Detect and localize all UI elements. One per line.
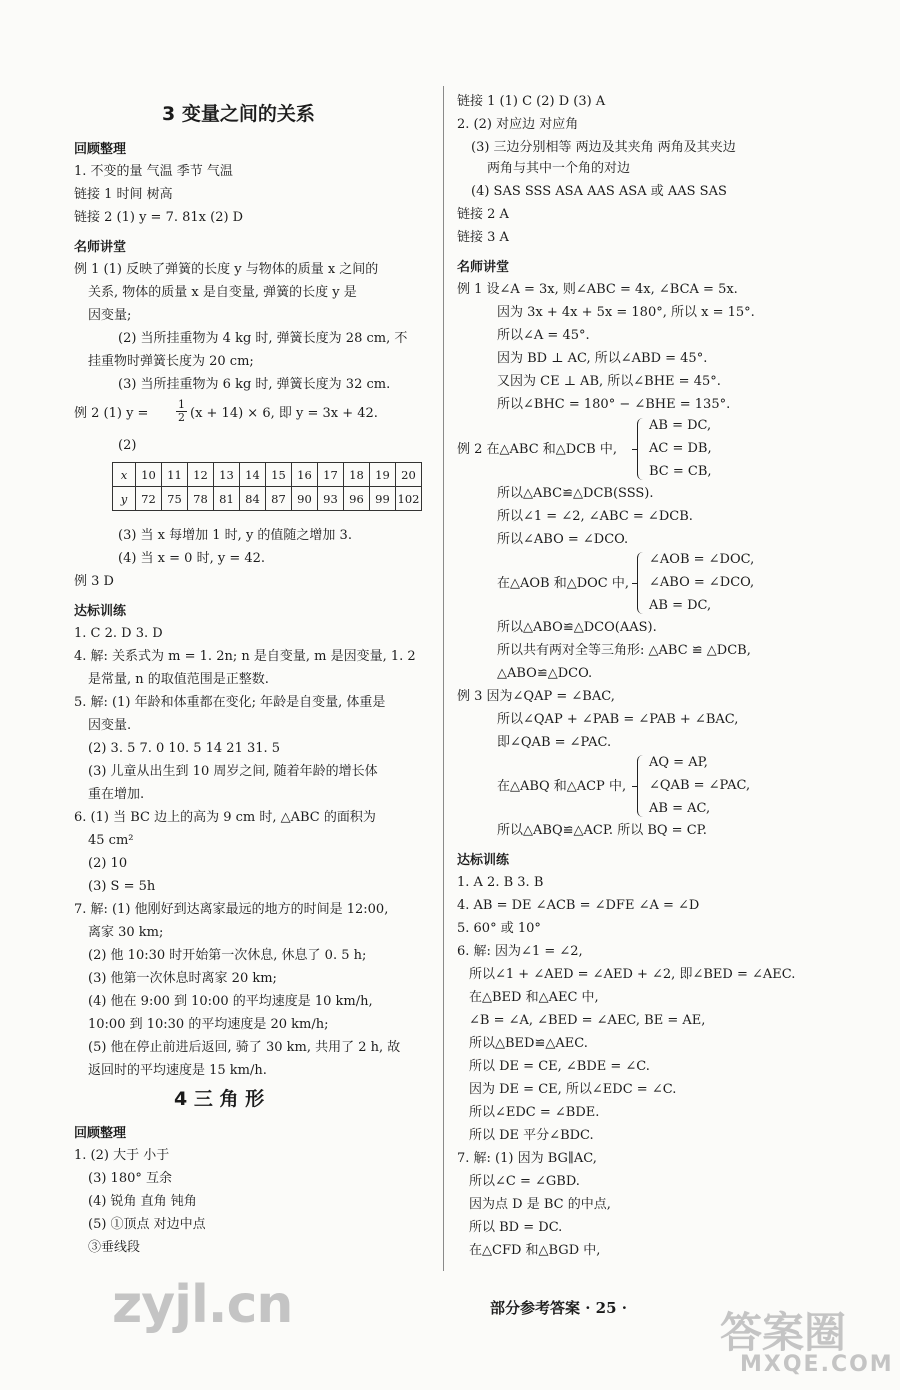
answer-line: (3) 他第一次休息时离家 20 km; (88, 971, 277, 986)
answer-line: (2) 10 (88, 856, 128, 871)
answer-line: (3) S = 5h (88, 879, 156, 894)
example-line: (2) 当所挂重物为 4 kg 时, 弹簧长度为 28 cm, 不 (118, 331, 408, 346)
example-line: 例 2 (1) y = (74, 406, 149, 421)
table-cell: 17 (318, 463, 344, 487)
example-line: 所以∠1 = ∠2, ∠ABC = ∠DCB. (497, 509, 693, 524)
answer-line: 2. (2) 对应边 对应角 (457, 117, 579, 132)
condition-line: ∠AOB = ∠DOC, (649, 552, 755, 567)
table-cell: 75 (162, 487, 188, 511)
example-line: 例 1 (1) 反映了弹簧的长度 y 与物体的质量 x 之间的 (74, 262, 379, 277)
answer-line: 重在增加. (88, 787, 145, 802)
answer-line: 6. 解: 因为∠1 = ∠2, (457, 944, 583, 959)
example-line: 例 2 在△ABC 和△DCB 中, (457, 442, 617, 457)
table-cell: 81 (214, 487, 240, 511)
left-brace (637, 755, 644, 817)
table-row-x (113, 463, 422, 487)
answer-line: (3) 180° 互余 (88, 1171, 172, 1186)
answer-line: 所以∠C = ∠GBD. (469, 1174, 580, 1189)
example-line: 挂重物时弹簧长度为 20 cm; (88, 354, 254, 369)
example-line: 关系, 物体的质量 x 是自变量, 弹簧的长度 y 是 (88, 285, 357, 300)
answer-line: ∠B = ∠A, ∠BED = ∠AEC, BE = AE, (469, 1013, 706, 1028)
answer-line: 所以∠1 + ∠AED = ∠AED + ∠2, 即∠BED = ∠AEC. (469, 967, 796, 982)
example-line: 所以∠BHC = 180° − ∠BHE = 135°. (497, 397, 731, 412)
table-row-y (113, 487, 422, 511)
answer-line: 链接 3 A (457, 230, 509, 245)
table-cell: 14 (240, 463, 266, 487)
table-cell: 11 (162, 463, 188, 487)
example-line: 所以∠ABO = ∠DCO. (497, 532, 629, 547)
table-cell: 19 (370, 463, 396, 487)
answer-line: 在△BED 和△AEC 中, (469, 990, 599, 1005)
table-cell: 99 (370, 487, 396, 511)
answer-line: 因变量. (88, 718, 132, 733)
answer-line: 所以 BD = DC. (469, 1220, 563, 1235)
example-line: 例 3 D (74, 574, 114, 589)
table-cell: 72 (136, 487, 162, 511)
fraction-one-half (176, 399, 187, 424)
answer-line: (4) 锐角 直角 钝角 (88, 1194, 197, 1209)
table-cell: 90 (292, 487, 318, 511)
answer-line: 1. C 2. D 3. D (74, 626, 163, 641)
example-line: 所以共有两对全等三角形: △ABC ≌ △DCB, (497, 643, 751, 658)
answer-line: 所以∠EDC = ∠BDE. (469, 1105, 600, 1120)
heading-lecture: 名师讲堂 (74, 240, 127, 255)
example-line: 所以△ABC≌△DCB(SSS). (497, 486, 654, 501)
table-cell: 20 (396, 463, 422, 487)
answer-line: 4. 解: 关系式为 m = 1. 2n; n 是自变量, m 是因变量, 1. 2 (74, 649, 416, 664)
answer-line: 在△CFD 和△BGD 中, (469, 1243, 601, 1258)
example-line: (4) 当 x = 0 时, y = 42. (118, 551, 266, 566)
table-cell: 96 (344, 487, 370, 511)
condition-stack (649, 414, 712, 483)
example-line: 在△ABQ 和△ACP 中, (497, 779, 627, 794)
answer-line: 5. 60° 或 10° (457, 921, 541, 936)
section-title-triangle: 4 三 角 形 (174, 1088, 265, 1110)
answer-line: (4) 他在 9:00 到 10:00 的平均速度是 10 km/h, (88, 994, 373, 1009)
condition-stack (649, 548, 754, 617)
table-header-x: x (113, 463, 136, 487)
answer-line: (2) 他 10:30 时开始第一次休息, 休息了 0. 5 h; (88, 948, 367, 963)
answer-line: (3) 儿童从出生到 10 周岁之间, 随着年龄的增长体 (88, 764, 378, 779)
answer-line: 1. A 2. B 3. B (457, 875, 544, 890)
example-line: (3) 当 x 每增加 1 时, y 的值随之增加 3. (118, 528, 352, 543)
table-cell: 10 (136, 463, 162, 487)
table-cell: 16 (292, 463, 318, 487)
example-line: 因为 3x + 4x + 5x = 180°, 所以 x = 15°. (497, 305, 755, 320)
condition-line: ∠ABO = ∠DCO, (649, 575, 755, 590)
table-cell: 93 (318, 487, 344, 511)
answer-line: 4. AB = DE ∠ACB = ∠DFE ∠A = ∠D (457, 898, 700, 913)
answer-line: 链接 2 A (457, 207, 509, 222)
fraction-numerator: 1 (178, 398, 185, 411)
answer-line: 所以 DE 平分∠BDC. (469, 1128, 594, 1143)
example-line: (3) 当所挂重物为 6 kg 时, 弹簧长度为 32 cm. (118, 377, 391, 392)
example-line: 在△AOB 和△DOC 中, (497, 576, 630, 591)
answer-line: 7. 解: (1) 因为 BG∥AC, (457, 1151, 597, 1166)
answer-line: 链接 1 (1) C (2) D (3) A (457, 94, 606, 109)
answer-line: (4) SAS SSS ASA AAS ASA 或 AAS SAS (471, 184, 727, 199)
answer-line: 1. (2) 大于 小于 (74, 1148, 170, 1163)
heading-review: 回顾整理 (74, 142, 127, 157)
table-cell: 84 (240, 487, 266, 511)
table-cell: 102 (396, 487, 422, 511)
heading-lecture: 名师讲堂 (457, 260, 510, 275)
condition-line: AQ = AP, (649, 755, 708, 770)
heading-practice: 达标训练 (457, 853, 510, 868)
condition-stack (649, 751, 750, 820)
answer-line: 所以 DE = CE, ∠BDE = ∠C. (469, 1059, 650, 1074)
table-header-y: y (113, 487, 136, 511)
example-line: 即∠QAB = ∠PAC. (497, 735, 612, 750)
condition-line: AB = DC, (649, 418, 712, 433)
page-footer: 部分参考答案 · 25 · (490, 1299, 627, 1317)
answer-line: 两角与其中一个角的对边 (487, 161, 631, 176)
answer-line: (2) 3. 5 7. 0 10. 5 14 21 31. 5 (88, 741, 281, 756)
condition-line: AC = DB, (649, 441, 712, 456)
answer-line: 10:00 到 10:30 的平均速度是 20 km/h; (88, 1017, 329, 1032)
table-cell: 87 (266, 487, 292, 511)
table-cell: 78 (188, 487, 214, 511)
example-line: 所以∠A = 45°. (497, 328, 590, 343)
table-cell: 13 (214, 463, 240, 487)
answer-line: 5. 解: (1) 年龄和体重都在变化; 年龄是自变量, 体重是 (74, 695, 386, 710)
answer-line: ③垂线段 (88, 1240, 141, 1255)
answer-line: 离家 30 km; (88, 925, 164, 940)
left-brace (637, 418, 644, 480)
table-cell: 18 (344, 463, 370, 487)
answer-line: 6. (1) 当 BC 边上的高为 9 cm 时, △ABC 的面积为 (74, 810, 376, 825)
example-line: (2) (118, 438, 137, 453)
answer-line: 45 cm² (88, 833, 134, 848)
heading-practice: 达标训练 (74, 604, 127, 619)
column-divider (443, 86, 444, 1271)
example-line: △ABO≌△DCO. (497, 666, 593, 681)
example-line: 例 1 设∠A = 3x, 则∠ABC = 4x, ∠BCA = 5x. (457, 282, 738, 297)
watermark-logo: zyjl.cn (112, 1275, 293, 1335)
xy-value-table (112, 462, 422, 511)
answer-line: 返回时的平均速度是 15 km/h. (88, 1063, 267, 1078)
answer-line: 是常量, n 的取值范围是正整数. (88, 672, 269, 687)
example-line: 又因为 CE ⊥ AB, 所以∠BHE = 45°. (497, 374, 721, 389)
answer-line: 7. 解: (1) 他刚好到达离家最远的地方的时间是 12:00, (74, 902, 389, 917)
example-line: 所以△ABQ≌△ACP. 所以 BQ = CP. (497, 823, 707, 838)
answer-line: 因为点 D 是 BC 的中点, (469, 1197, 611, 1212)
left-brace (637, 552, 644, 614)
example-line: (x + 14) × 6, 即 y = 3x + 42. (190, 406, 378, 421)
answer-line: (5) 他在停止前进后返回, 骑了 30 km, 共用了 2 h, 故 (88, 1040, 401, 1055)
watermark-logo: 答案圈 (720, 1308, 847, 1357)
answer-line: 所以△BED≌△AEC. (469, 1036, 588, 1051)
answer-line: (3) 三边分别相等 两边及其夹角 两角及其夹边 (471, 140, 736, 155)
example-line: 所以∠QAP + ∠PAB = ∠PAB + ∠BAC, (497, 712, 739, 727)
example-line: 所以△ABO≌△DCO(AAS). (497, 620, 657, 635)
condition-line: ∠QAB = ∠PAC, (649, 778, 751, 793)
condition-line: AB = DC, (649, 598, 712, 613)
table-cell: 12 (188, 463, 214, 487)
example-line: 例 3 因为∠QAP = ∠BAC, (457, 689, 615, 704)
condition-line: BC = CB, (649, 464, 712, 479)
table-cell: 15 (266, 463, 292, 487)
answer-line: (5) ①顶点 对边中点 (88, 1217, 206, 1232)
watermark-logo: MXQE.COM (740, 1352, 894, 1377)
answer-line: 1. 不变的量 气温 季节 气温 (74, 164, 233, 179)
answer-line: 链接 2 (1) y = 7. 81x (2) D (74, 210, 244, 225)
answer-line: 链接 1 时间 树高 (74, 187, 173, 202)
fraction-denominator: 2 (178, 411, 185, 424)
condition-line: AB = AC, (649, 801, 711, 816)
heading-review-2: 回顾整理 (74, 1126, 127, 1141)
example-line: 因变量; (88, 308, 132, 323)
answer-line: 因为 DE = CE, 所以∠EDC = ∠C. (469, 1082, 677, 1097)
section-title-variables: 3 变量之间的关系 (162, 103, 315, 125)
example-line: 因为 BD ⊥ AC, 所以∠ABD = 45°. (497, 351, 708, 366)
